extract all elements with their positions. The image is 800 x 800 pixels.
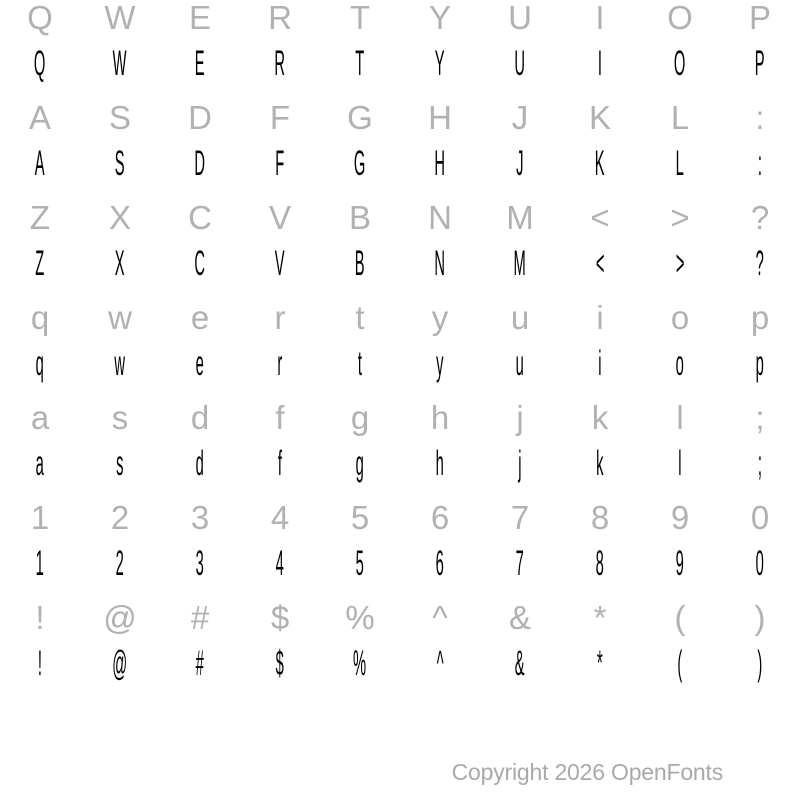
glyph: 3 <box>195 544 205 583</box>
glyph-cell <box>670 201 689 234</box>
glyph: f <box>275 399 285 436</box>
glyph: > <box>670 199 690 236</box>
glyph-cell <box>749 1 771 34</box>
copyright-text: Copyright 2026 OpenFonts <box>451 759 723 785</box>
glyph-cell <box>274 346 286 381</box>
specimen-row-uppercase-bottom-reference <box>0 201 800 234</box>
glyph: T <box>355 44 365 83</box>
glyph: Z <box>35 244 45 283</box>
specimen-row-lowercase-home-specimen <box>0 446 800 481</box>
glyph-cell <box>268 1 292 34</box>
specimen-row-symbols-specimen <box>0 646 800 681</box>
glyph: p <box>750 299 770 336</box>
glyph-cell <box>596 346 604 381</box>
glyph: > <box>675 244 685 283</box>
glyph-cell <box>590 246 610 281</box>
glyph: k <box>591 399 609 436</box>
glyph-cell <box>269 146 290 181</box>
glyph-cell <box>109 201 131 234</box>
glyph: 8 <box>595 544 605 583</box>
glyph-cell <box>750 546 769 581</box>
glyph-cell <box>30 546 49 581</box>
glyph: ) <box>757 644 763 683</box>
glyph-cell <box>505 246 534 281</box>
glyph: * <box>593 599 607 636</box>
glyph-cell <box>755 446 765 481</box>
glyph-cell <box>589 101 611 134</box>
glyph-cell <box>594 601 607 634</box>
glyph: l <box>678 444 682 483</box>
glyph: U <box>508 0 532 36</box>
glyph-cell <box>666 46 693 81</box>
glyph: 4 <box>270 499 290 536</box>
glyph-cell <box>755 146 765 181</box>
glyph-cell <box>269 201 291 234</box>
glyph: Q <box>27 0 53 36</box>
glyph: ^ <box>436 644 444 683</box>
specimen-row-uppercase-home-specimen <box>0 146 800 181</box>
glyph-cell <box>670 246 690 281</box>
glyph-cell <box>431 401 449 434</box>
glyph: S <box>108 99 131 136</box>
glyph-cell <box>189 1 211 34</box>
glyph: 6 <box>435 544 445 583</box>
glyph-cell <box>351 401 369 434</box>
glyph: j <box>518 444 522 483</box>
glyph: N <box>428 199 452 236</box>
glyph: ? <box>755 244 765 283</box>
glyph: 3 <box>190 499 210 536</box>
glyph-cell <box>35 601 44 634</box>
glyph-cell <box>191 601 209 634</box>
glyph: O <box>667 0 693 36</box>
glyph-cell <box>431 501 449 534</box>
glyph: U <box>514 44 526 83</box>
glyph-cell <box>516 446 524 481</box>
glyph: G <box>347 99 373 136</box>
glyph: E <box>188 0 211 36</box>
glyph: ) <box>754 599 766 636</box>
glyph: I <box>595 0 605 36</box>
glyph-cell <box>670 546 689 581</box>
glyph: s <box>116 444 124 483</box>
glyph: h <box>430 399 450 436</box>
glyph: i <box>598 344 602 383</box>
glyph: F <box>275 144 285 183</box>
glyph: & <box>515 644 525 683</box>
glyph: : <box>755 99 765 136</box>
glyph-cell <box>190 546 209 581</box>
glyph-cell <box>350 546 369 581</box>
glyph: $ <box>275 644 285 683</box>
glyph: V <box>275 244 285 283</box>
specimen-row-uppercase-bottom-specimen <box>0 246 800 281</box>
glyph-cell <box>271 601 289 634</box>
glyph: E <box>195 44 205 83</box>
glyph: % <box>345 599 375 636</box>
glyph: ? <box>750 199 770 236</box>
glyph: & <box>508 599 531 636</box>
glyph-cell <box>29 246 50 281</box>
glyph-cell <box>190 446 209 481</box>
glyph: R <box>274 44 286 83</box>
glyph-cell <box>590 201 609 234</box>
glyph: A <box>28 99 51 136</box>
glyph-cell <box>28 146 51 181</box>
glyph-cell <box>30 446 49 481</box>
glyph: # <box>195 644 205 683</box>
glyph: 4 <box>275 544 285 583</box>
specimen-row-digits-reference <box>0 501 800 534</box>
glyph: B <box>348 199 371 236</box>
specimen-row-lowercase-home-reference <box>0 401 800 434</box>
glyph-cell <box>275 446 285 481</box>
glyph: 8 <box>590 499 610 536</box>
glyph: Q <box>34 44 46 83</box>
glyph: ( <box>677 644 683 683</box>
glyph: J <box>511 99 529 136</box>
glyph: 7 <box>515 544 525 583</box>
glyph-cell <box>108 301 132 334</box>
glyph-cell <box>108 246 131 281</box>
glyph: 5 <box>350 499 370 536</box>
glyph-cell <box>351 501 369 534</box>
glyph: 6 <box>430 499 450 536</box>
glyph: 2 <box>115 544 125 583</box>
glyph: @ <box>103 599 137 636</box>
glyph-cell <box>190 646 209 681</box>
glyph: T <box>349 0 371 36</box>
glyph: P <box>755 44 765 83</box>
glyph-cell <box>432 301 449 334</box>
glyph: 1 <box>35 544 45 583</box>
glyph-cell <box>750 346 769 381</box>
glyph-cell <box>275 401 284 434</box>
glyph: 0 <box>755 544 765 583</box>
glyph-cell <box>671 301 689 334</box>
glyph: r <box>277 344 283 383</box>
glyph: Z <box>29 199 51 236</box>
glyph: i <box>596 299 604 336</box>
glyph-cell <box>755 401 764 434</box>
glyph: w <box>114 344 126 383</box>
glyph: q <box>30 299 50 336</box>
glyph: < <box>595 244 605 283</box>
glyph-cell <box>429 1 451 34</box>
glyph-cell <box>31 501 49 534</box>
glyph: X <box>108 199 131 236</box>
glyph: M <box>506 199 534 236</box>
specimen-row-symbols-reference <box>0 601 800 634</box>
glyph: N <box>434 244 446 283</box>
glyph-cell <box>188 201 212 234</box>
glyph-cell <box>428 101 452 134</box>
glyph-cell <box>191 401 209 434</box>
glyph-cell <box>270 646 289 681</box>
glyph: p <box>755 344 765 383</box>
glyph: q <box>35 344 45 383</box>
glyph-cell <box>506 201 534 234</box>
glyph: * <box>597 644 603 683</box>
glyph-cell <box>428 46 451 81</box>
glyph-cell <box>112 401 129 434</box>
glyph: 2 <box>110 499 130 536</box>
glyph-cell <box>30 346 49 381</box>
glyph-cell <box>751 501 769 534</box>
glyph-cell <box>349 201 371 234</box>
glyph-cell <box>103 601 137 634</box>
glyph-cell <box>596 301 603 334</box>
glyph: f <box>277 444 283 483</box>
glyph-cell <box>430 546 449 581</box>
glyph: H <box>434 144 446 183</box>
glyph: y <box>436 344 444 383</box>
glyph: e <box>190 299 210 336</box>
glyph: 5 <box>355 544 365 583</box>
glyph-cell <box>508 1 532 34</box>
glyph-cell <box>430 446 449 481</box>
glyph: # <box>190 599 210 636</box>
glyph: F <box>269 99 291 136</box>
glyph: o <box>670 299 690 336</box>
glyph: W <box>113 44 127 83</box>
glyph: $ <box>270 599 290 636</box>
glyph-cell <box>110 546 129 581</box>
glyph: u <box>510 299 530 336</box>
glyph-cell <box>516 401 523 434</box>
glyph-cell <box>510 346 529 381</box>
glyph-cell <box>187 146 212 181</box>
glyph-cell <box>595 46 605 81</box>
glyph-cell <box>104 1 135 34</box>
glyph-cell <box>350 446 369 481</box>
specimen-row-lowercase-qwerty-specimen <box>0 346 800 381</box>
glyph-cell <box>593 646 607 681</box>
glyph: Y <box>435 44 445 83</box>
glyph-cell <box>108 146 131 181</box>
glyph-cell <box>512 101 529 134</box>
glyph: j <box>516 399 524 436</box>
glyph-cell <box>103 46 136 81</box>
glyph: P <box>748 0 771 36</box>
glyph-cell <box>508 646 531 681</box>
glyph-cell <box>109 101 131 134</box>
glyph-cell <box>191 301 209 334</box>
glyph-cell <box>748 46 771 81</box>
glyph: g <box>355 444 365 483</box>
glyph-cell <box>667 1 693 34</box>
glyph-cell <box>346 146 373 181</box>
glyph-cell <box>511 501 529 534</box>
glyph-cell <box>107 346 132 381</box>
glyph-cell <box>676 446 684 481</box>
glyph: 9 <box>670 499 690 536</box>
glyph: X <box>115 244 125 283</box>
glyph-cell <box>510 546 529 581</box>
glyph-cell <box>428 201 452 234</box>
glyph-cell <box>595 1 604 34</box>
glyph: y <box>431 299 449 336</box>
glyph: W <box>104 0 136 36</box>
glyph-cell <box>271 501 289 534</box>
glyph-cell <box>432 646 448 681</box>
specimen-row-digits-specimen <box>0 546 800 581</box>
glyph: r <box>274 299 286 336</box>
glyph-cell <box>671 101 689 134</box>
glyph-cell <box>755 101 764 134</box>
glyph: S <box>115 144 125 183</box>
glyph-cell <box>427 246 452 281</box>
glyph: h <box>435 444 445 483</box>
glyph-cell <box>427 146 452 181</box>
glyph: C <box>194 244 206 283</box>
glyph-cell <box>349 46 370 81</box>
glyph: C <box>188 199 212 236</box>
glyph-cell <box>511 146 529 181</box>
glyph: d <box>190 399 210 436</box>
glyph: < <box>590 199 610 236</box>
glyph-cell <box>30 201 50 234</box>
glyph: u <box>515 344 525 383</box>
glyph: L <box>675 144 685 183</box>
glyph-cell <box>751 301 769 334</box>
glyph-cell <box>676 401 683 434</box>
glyph: Y <box>428 0 451 36</box>
glyph-cell <box>355 346 365 381</box>
glyph-cell <box>751 201 769 234</box>
glyph-cell <box>270 546 289 581</box>
glyph: 1 <box>30 499 50 536</box>
glyph-cell <box>111 501 129 534</box>
glyph-cell <box>674 646 686 681</box>
glyph: t <box>357 344 363 383</box>
glyph: ; <box>757 444 763 483</box>
glyph-cell <box>348 246 371 281</box>
glyph: A <box>35 144 45 183</box>
glyph-cell <box>671 501 689 534</box>
glyph: : <box>757 144 763 183</box>
glyph: t <box>355 299 365 336</box>
glyph-cell <box>187 246 212 281</box>
glyph: k <box>596 444 604 483</box>
glyph: d <box>195 444 205 483</box>
glyph: B <box>355 244 365 283</box>
glyph-cell <box>270 101 290 134</box>
glyph-cell <box>345 601 374 634</box>
glyph: e <box>195 344 205 383</box>
glyph-cell <box>29 101 51 134</box>
glyph: l <box>676 399 684 436</box>
glyph: K <box>588 99 611 136</box>
glyph: a <box>35 444 45 483</box>
glyph-cell <box>588 146 611 181</box>
glyph: ^ <box>432 599 448 636</box>
glyph: 0 <box>750 499 770 536</box>
glyph: D <box>194 144 206 183</box>
glyph-cell <box>591 446 609 481</box>
glyph-cell <box>431 346 449 381</box>
glyph: 7 <box>510 499 530 536</box>
glyph: G <box>354 144 366 183</box>
specimen-row-lowercase-qwerty-reference <box>0 301 800 334</box>
glyph-cell <box>750 246 769 281</box>
glyph-cell <box>102 646 138 681</box>
glyph: w <box>108 299 132 336</box>
glyph-cell <box>511 301 529 334</box>
glyph-cell <box>670 146 689 181</box>
glyph-cell <box>267 46 292 81</box>
glyph: a <box>30 399 50 436</box>
glyph-cell <box>670 346 689 381</box>
glyph-cell <box>26 46 53 81</box>
glyph-cell <box>507 46 532 81</box>
glyph: s <box>111 399 129 436</box>
glyph-cell <box>350 1 370 34</box>
glyph-cell <box>755 601 766 634</box>
glyph: 9 <box>675 544 685 583</box>
glyph-cell <box>509 601 531 634</box>
glyph-cell <box>31 401 49 434</box>
glyph: ! <box>35 599 45 636</box>
glyph: R <box>268 0 292 36</box>
glyph-cell <box>191 501 209 534</box>
glyph-cell <box>344 646 375 681</box>
glyph-cell <box>188 46 211 81</box>
glyph-cell <box>355 301 364 334</box>
glyph: H <box>428 99 452 136</box>
glyph: ! <box>37 644 43 683</box>
glyph-cell <box>268 246 291 281</box>
glyph: K <box>595 144 605 183</box>
glyph-cell <box>432 601 448 634</box>
glyph-cell <box>111 446 129 481</box>
glyph-cell <box>190 346 209 381</box>
glyph-cell <box>754 646 766 681</box>
glyph: O <box>674 44 686 83</box>
glyph: V <box>268 199 291 236</box>
glyph-cell <box>188 101 212 134</box>
glyph: L <box>670 99 690 136</box>
glyph-cell <box>591 501 609 534</box>
glyph: @ <box>112 644 128 683</box>
glyph-cell <box>590 546 609 581</box>
glyph-cell <box>592 401 609 434</box>
glyph-cell <box>347 101 373 134</box>
glyph: ( <box>674 599 686 636</box>
glyph-cell <box>27 1 53 34</box>
glyph-cell <box>31 301 49 334</box>
specimen-row-uppercase-home-reference <box>0 101 800 134</box>
glyph: D <box>188 99 212 136</box>
specimen-row-uppercase-qwerty-reference <box>0 1 800 34</box>
glyph-cell <box>275 301 286 334</box>
glyph: o <box>675 344 685 383</box>
glyph: % <box>353 644 367 683</box>
glyph: J <box>516 144 524 183</box>
glyph: I <box>597 44 603 83</box>
specimen-row-uppercase-qwerty-specimen <box>0 46 800 81</box>
glyph: g <box>350 399 370 436</box>
glyph: ; <box>755 399 765 436</box>
glyph-cell <box>675 601 686 634</box>
glyph-cell <box>35 646 45 681</box>
glyph: M <box>513 244 527 283</box>
